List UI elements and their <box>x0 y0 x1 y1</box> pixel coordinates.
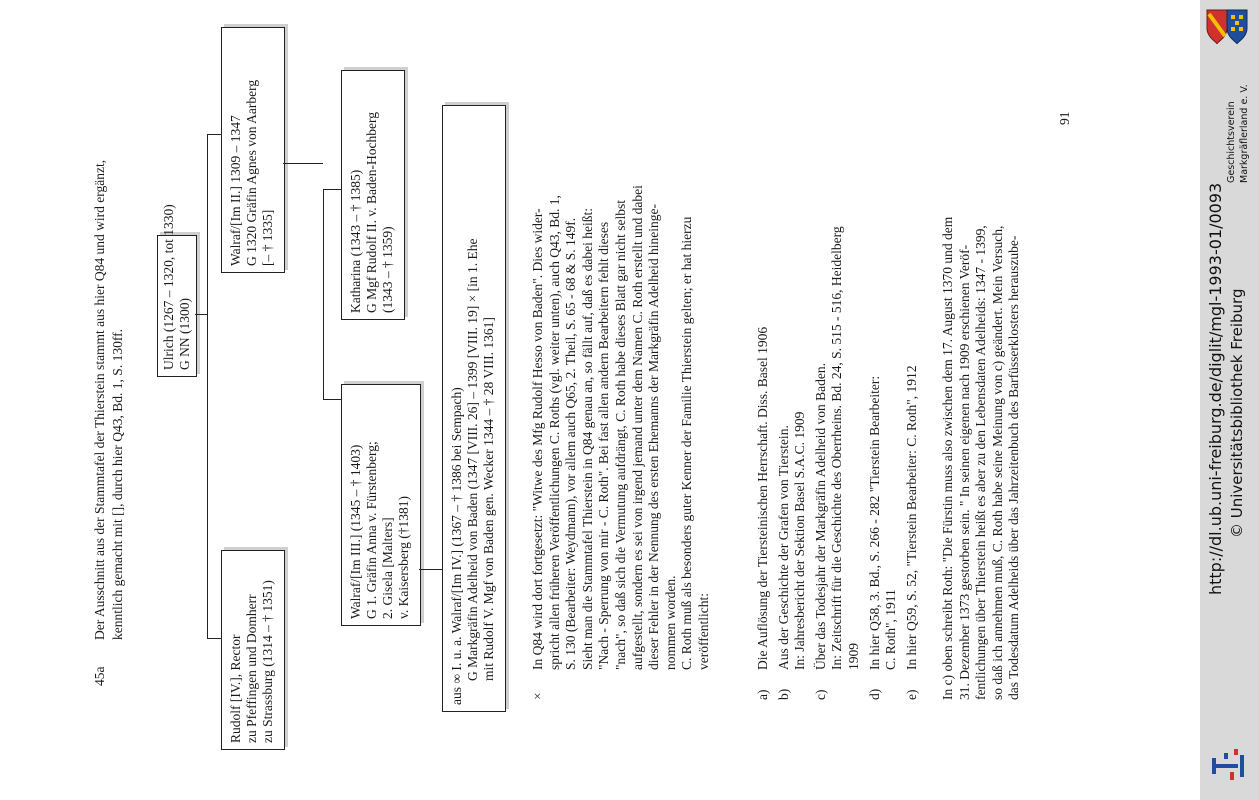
library-strip <box>1200 0 1259 800</box>
tree-line: v. Kaisersberg (†1381) <box>396 496 411 619</box>
heading-line-2: kenntlich gemacht mit [], durch hier Q43, Bd. 1, S. 130ff. <box>110 329 125 640</box>
tree-line: Katharina (1343 – † 1385) <box>348 169 363 313</box>
copyright-notice: © Universitätsbibliothek Freiburg <box>1228 288 1246 538</box>
text-line: veröffentlicht: <box>696 593 711 670</box>
list-letter: b) <box>775 688 791 700</box>
text-line: Sieht man die Stammtafel Thierstein in Q84 genau an, so fällt auf, daß es dabei heißt: <box>579 207 595 670</box>
list-letter: c) <box>812 689 828 700</box>
tree-root-line: Ulrich (1267 – 1320, tot 1330) <box>161 204 176 370</box>
text-line: spricht allen früheren Veröffentlichungen C. Roths (vgl. weiter unten), auch Q43, Bd. 1, <box>546 195 562 670</box>
text-line: 31. Dezember 1373 gestorben sein. " In seinen eigenen nach 1909 erschienen Veröf- <box>956 244 972 700</box>
source-url[interactable]: http://dl.ub.uni-freiburg.de/diglit/mgl-1993-01/0093 <box>1206 182 1225 595</box>
tree-root-line: G NN (1300) <box>177 298 192 370</box>
list-item-line: Aus der Geschichte der Grafen von Tierstein. <box>775 425 791 670</box>
text-line: In c) oben schreibt Roth: "Die Fürstin muss also zwischen dem 17. August 1370 und dem <box>940 216 955 700</box>
tree-line: (1343 – † 1359) <box>380 226 395 313</box>
connector <box>323 189 341 190</box>
connector <box>323 189 324 400</box>
tree-line: [– † 1335] <box>260 209 275 266</box>
list-item-line: In: Jahresbericht der Sektion Basel S.A.C. 1909 <box>792 411 808 670</box>
text-line: S. 130 (Bearbeiter: Weydmann), vor allem auch Q65, 2. Theil, S. 65 - 68 & S. 149f. <box>563 217 579 670</box>
university-logo-icon <box>1210 745 1250 785</box>
text-line: In Q84 wird dort fortgesetzt: "Witwe des Mfg Rudolf Hesso von Baden". Dies wider- <box>530 208 545 670</box>
society-name-line-1: Geschichtsverein <box>1226 101 1237 183</box>
text-line: C. Roth muß als besonders guter Kenner der Familie Thierstein gelten; er hat hierzu <box>679 216 695 670</box>
tree-line: Rudolf [IV.], Rector <box>228 634 243 743</box>
tree-line: Walraf/[Im II.] 1309 – 1347 <box>228 115 243 266</box>
tree-line: zu Pfeffingen und Domherr <box>244 594 259 743</box>
list-item-line: Über das Todesjahr der Markgräfin Adelheid von Baden. <box>812 363 828 670</box>
footnote-marker: × <box>530 692 545 700</box>
page-number: 91 <box>1057 111 1072 125</box>
text-line: das Todesdatum Adelheids über das Jahrzeitenbuch des Barfüsserklosters herauszube- <box>1006 235 1022 700</box>
tree-line: 2. Gisela [Malters] <box>380 517 395 619</box>
text-line: aufgestellt, sondern es sei von irgend jemand unter dem Namen C. Roth erstellt und dabei <box>629 185 645 670</box>
connector <box>195 314 207 315</box>
heading-number: 45a <box>92 666 107 686</box>
list-item-line: C. Roth", 1911 <box>883 589 899 670</box>
list-letter: a) <box>755 689 770 700</box>
connector <box>419 569 442 570</box>
connector <box>323 399 341 400</box>
society-name-line-2: Markgräflerland e. V. <box>1239 84 1250 183</box>
tree-line: G Markgräfin Adelheid von Baden (1347 [VIII. 26] – 1399 [VIII. 19] × [in 1. Ehe <box>465 238 480 681</box>
text-line: "nach", so daß sich die Vermutung aufdrängt, C. Roth habe dieses Blatt gar nicht selbst <box>613 199 628 670</box>
tree-rudolf-box <box>221 550 285 750</box>
connector <box>207 134 221 135</box>
tree-root-ulrich <box>157 204 197 377</box>
list-letter: d) <box>866 688 882 700</box>
tree-line: zu Strassburg (1314 – † 1351) <box>260 580 275 743</box>
tree-walraf-iii-box <box>341 384 421 626</box>
list-letter: e) <box>903 689 919 700</box>
tree-line: G 1. Gräfin Anna v. Fürstenberg; <box>364 441 379 619</box>
text-line: fentlichungen über Thierstein heißt es aber zu den Lebensdaten Adelheids: 1347 - 1399, <box>973 225 989 700</box>
tree-line: Walraf/[Im III.] (1345 – † 1403) <box>348 444 363 619</box>
tree-line: aus ∞ I. u. a. Walraf/[Im IV.] (1367 – † 1386 bei Sempach) <box>449 387 464 705</box>
text-line: "Nach - Sperrung von mir - C. Roth". Bei fast allen andern Bearbeitern fehlt dieses <box>596 221 612 670</box>
connector <box>207 134 208 639</box>
coat-of-arms-icon <box>1203 6 1251 48</box>
tree-katharina-box <box>341 70 405 320</box>
tree-walraf-iv-box <box>442 105 506 712</box>
list-item-line: 1909 <box>846 643 861 670</box>
text-line: nommen worden. <box>662 575 678 670</box>
text-line: so daß ich annehmen muß, C. Roth habe seine Meinung von c) geändert. Mein Versuch, <box>989 225 1005 700</box>
list-item-line: In hier Q58, 3. Bd., S. 266 - 282 "Tierstein Bearbeiter: <box>866 375 882 670</box>
tree-line: G Mgf Rudolf II. v. Baden-Hochberg <box>364 112 379 313</box>
tree-line: mit Rudolf V. Mgf von Baden gen. Wecker 1344 – † 28 VIII. 1361] <box>481 317 496 681</box>
list-item-line: In hier Q59, S. 52, "Tierstein Bearbeiter: C. Roth", 1912 <box>903 365 919 670</box>
list-item-line: Die Auflösung der Tiersteinischen Herrschaft. Diss. Basel 1906 <box>755 326 770 670</box>
connector <box>283 163 323 164</box>
tree-walraf-ii-box <box>221 27 285 273</box>
text-line: dieser Fehler in der Nennung des ersten Ehemanns der Markgräfin Adelheid hineinge- <box>646 204 662 670</box>
tree-line: G 1320 Gräfin Agnes von Aarberg <box>244 79 259 266</box>
connector <box>207 638 221 639</box>
list-item-line: In: Zeitschrift für die Geschichte des Oberrheins. Bd. 24, S. 515 - 516, Heidelberg <box>829 226 845 670</box>
heading-line-1: Der Ausschnitt aus der Stammtafel der Thierstein stammt aus hier Q84 und wird ergänzt, <box>92 159 107 640</box>
